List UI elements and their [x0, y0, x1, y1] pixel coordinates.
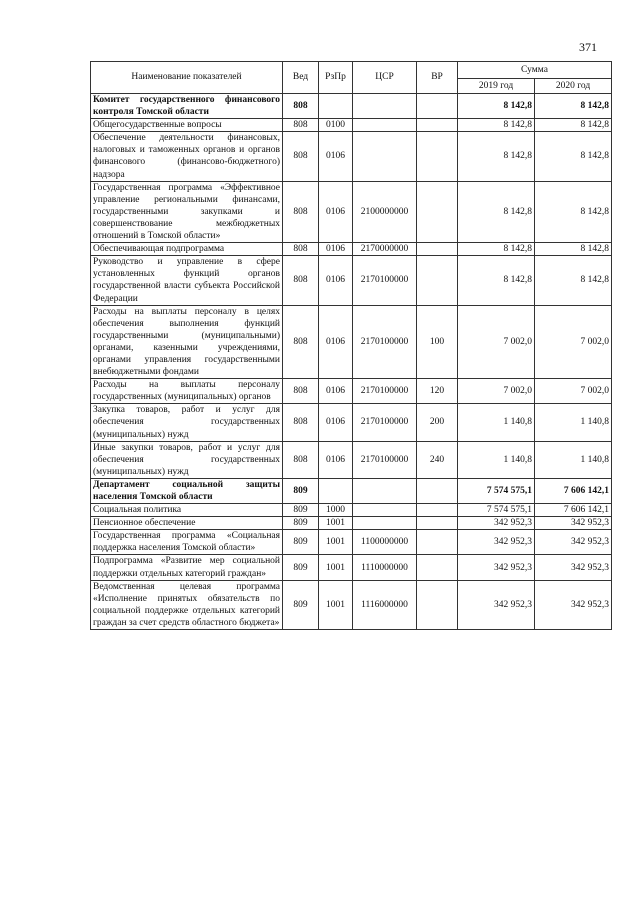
- row-sum-2020: 8 142,8: [535, 119, 612, 132]
- row-csr: 2100000000: [353, 181, 417, 242]
- row-vr: [417, 555, 458, 580]
- table-row: [91, 119, 612, 132]
- row-sum-2020: 7 002,0: [535, 305, 612, 379]
- table-row: [91, 256, 612, 305]
- row-csr: 1116000000: [353, 580, 417, 629]
- row-csr: [353, 517, 417, 530]
- table-row: [91, 132, 612, 181]
- row-vr: [417, 530, 458, 555]
- row-vr: [417, 94, 458, 119]
- row-ved: 808: [283, 256, 319, 305]
- row-sum-2019: 342 952,3: [458, 555, 535, 580]
- row-csr: [353, 132, 417, 181]
- row-name: Пенсионное обеспечение: [91, 517, 283, 530]
- row-rzpr: 1001: [319, 530, 353, 555]
- row-vr: 200: [417, 404, 458, 441]
- row-sum-2019: 342 952,3: [458, 580, 535, 629]
- header-rzpr: РзПр: [319, 62, 353, 94]
- row-name: Социальная политика: [91, 504, 283, 517]
- row-sum-2020: 7 606 142,1: [535, 504, 612, 517]
- row-rzpr: 0106: [319, 243, 353, 256]
- row-sum-2020: 342 952,3: [535, 517, 612, 530]
- row-sum-2019: 7 574 575,1: [458, 504, 535, 517]
- row-rzpr: 0100: [319, 119, 353, 132]
- header-csr: ЦСР: [353, 62, 417, 94]
- row-sum-2020: 342 952,3: [535, 530, 612, 555]
- row-ved: 808: [283, 379, 319, 404]
- table-row: [91, 305, 612, 379]
- row-vr: 120: [417, 379, 458, 404]
- row-sum-2020: 1 140,8: [535, 441, 612, 478]
- table-row: [91, 580, 612, 629]
- table-row: [91, 478, 612, 503]
- row-csr: [353, 504, 417, 517]
- row-sum-2020: 1 140,8: [535, 404, 612, 441]
- row-sum-2020: 8 142,8: [535, 94, 612, 119]
- row-sum-2020: 8 142,8: [535, 132, 612, 181]
- row-sum-2019: 8 142,8: [458, 119, 535, 132]
- row-name: Подпрограмма «Развитие мер социальной поддержки отдельных категорий граждан»: [91, 555, 283, 580]
- row-ved: 809: [283, 504, 319, 517]
- row-csr: 2170100000: [353, 379, 417, 404]
- row-sum-2020: 7 606 142,1: [535, 478, 612, 503]
- row-rzpr: 0106: [319, 441, 353, 478]
- row-ved: 809: [283, 517, 319, 530]
- row-sum-2019: 1 140,8: [458, 404, 535, 441]
- header-2020: 2020 год: [535, 79, 612, 94]
- row-name: Расходы на выплаты персоналу в целях обеспечения выполнения функций государственными (муниципальными) органами, казенными учреждениями, органами управления государственными внебюджетными фондами: [91, 305, 283, 379]
- row-vr: 100: [417, 305, 458, 379]
- row-csr: 1110000000: [353, 555, 417, 580]
- row-csr: 2170100000: [353, 305, 417, 379]
- row-sum-2019: 8 142,8: [458, 94, 535, 119]
- row-rzpr: 0106: [319, 256, 353, 305]
- row-ved: 808: [283, 404, 319, 441]
- row-ved: 808: [283, 119, 319, 132]
- row-vr: [417, 256, 458, 305]
- row-sum-2020: 342 952,3: [535, 580, 612, 629]
- row-vr: [417, 119, 458, 132]
- row-rzpr: 0106: [319, 379, 353, 404]
- row-sum-2020: 342 952,3: [535, 555, 612, 580]
- row-ved: 809: [283, 530, 319, 555]
- table-header: [91, 62, 612, 94]
- row-sum-2020: 8 142,8: [535, 243, 612, 256]
- row-ved: 808: [283, 94, 319, 119]
- row-name: Обеспечение деятельности финансовых, налоговых и таможенных органов и органов финансового (финансово-бюджетного) надзора: [91, 132, 283, 181]
- row-sum-2019: 342 952,3: [458, 530, 535, 555]
- row-rzpr: 0106: [319, 132, 353, 181]
- header-ved: Вед: [283, 62, 319, 94]
- row-vr: [417, 478, 458, 503]
- row-ved: 809: [283, 580, 319, 629]
- row-name: Комитет государственного финансового контроля Томской области: [91, 94, 283, 119]
- row-sum-2019: 8 142,8: [458, 181, 535, 242]
- table-row: [91, 555, 612, 580]
- row-vr: [417, 181, 458, 242]
- header-2019: 2019 год: [458, 79, 535, 94]
- row-rzpr: 1001: [319, 555, 353, 580]
- row-ved: 808: [283, 243, 319, 256]
- row-sum-2019: 7 574 575,1: [458, 478, 535, 503]
- row-vr: 240: [417, 441, 458, 478]
- table-row: [91, 517, 612, 530]
- row-name: Расходы на выплаты персоналу государственных (муниципальных) органов: [91, 379, 283, 404]
- table-row: [91, 404, 612, 441]
- header-vr: ВР: [417, 62, 458, 94]
- row-ved: 808: [283, 305, 319, 379]
- table-row: [91, 94, 612, 119]
- row-name: Ведомственная целевая программа «Исполнение принятых обязательств по социальной поддержке отдельных категорий граждан за счет средств областного бюджета»: [91, 580, 283, 629]
- header-sum: Сумма: [458, 62, 612, 79]
- table-body: [91, 94, 612, 630]
- row-ved: 809: [283, 478, 319, 503]
- row-name: Общегосударственные вопросы: [91, 119, 283, 132]
- row-name: Обеспечивающая подпрограмма: [91, 243, 283, 256]
- row-name: Закупка товаров, работ и услуг для обеспечения государственных (муниципальных) нужд: [91, 404, 283, 441]
- table-row: [91, 379, 612, 404]
- row-sum-2019: 7 002,0: [458, 305, 535, 379]
- row-ved: 808: [283, 132, 319, 181]
- row-rzpr: 1001: [319, 580, 353, 629]
- row-ved: 808: [283, 181, 319, 242]
- row-ved: 809: [283, 555, 319, 580]
- row-vr: [417, 517, 458, 530]
- row-sum-2020: 7 002,0: [535, 379, 612, 404]
- row-rzpr: [319, 478, 353, 503]
- header-name: Наименование показателей: [91, 62, 283, 94]
- row-csr: 1100000000: [353, 530, 417, 555]
- row-name: Государственная программа «Социальная поддержка населения Томской области»: [91, 530, 283, 555]
- row-csr: [353, 119, 417, 132]
- row-csr: 2170100000: [353, 441, 417, 478]
- row-vr: [417, 504, 458, 517]
- row-rzpr: 1001: [319, 517, 353, 530]
- row-sum-2020: 8 142,8: [535, 181, 612, 242]
- row-csr: 2170100000: [353, 404, 417, 441]
- table-row: [91, 243, 612, 256]
- row-sum-2019: 1 140,8: [458, 441, 535, 478]
- row-vr: [417, 132, 458, 181]
- row-csr: [353, 94, 417, 119]
- row-rzpr: 0106: [319, 181, 353, 242]
- table-row: [91, 530, 612, 555]
- row-name: Департамент социальной защиты населения Томской области: [91, 478, 283, 503]
- row-sum-2019: 342 952,3: [458, 517, 535, 530]
- row-sum-2020: 8 142,8: [535, 256, 612, 305]
- table-row: [91, 504, 612, 517]
- row-name: Руководство и управление в сфере установленных функций органов государственной власти субъекта Российской Федерации: [91, 256, 283, 305]
- row-sum-2019: 8 142,8: [458, 132, 535, 181]
- row-csr: 2170100000: [353, 256, 417, 305]
- budget-table: [90, 61, 612, 630]
- row-rzpr: [319, 94, 353, 119]
- page-number: 371: [579, 40, 597, 54]
- row-sum-2019: 7 002,0: [458, 379, 535, 404]
- row-rzpr: 0106: [319, 404, 353, 441]
- row-csr: [353, 478, 417, 503]
- row-name: Иные закупки товаров, работ и услуг для обеспечения государственных (муниципальных) нужд: [91, 441, 283, 478]
- row-sum-2019: 8 142,8: [458, 256, 535, 305]
- row-vr: [417, 580, 458, 629]
- table-row: [91, 181, 612, 242]
- row-rzpr: 0106: [319, 305, 353, 379]
- row-name: Государственная программа «Эффективное управление региональными финансами, государственными закупками и совершенствование межбюджетных отношений в Томской области»: [91, 181, 283, 242]
- row-vr: [417, 243, 458, 256]
- row-csr: 2170000000: [353, 243, 417, 256]
- row-sum-2019: 8 142,8: [458, 243, 535, 256]
- table-row: [91, 441, 612, 478]
- row-ved: 808: [283, 441, 319, 478]
- row-rzpr: 1000: [319, 504, 353, 517]
